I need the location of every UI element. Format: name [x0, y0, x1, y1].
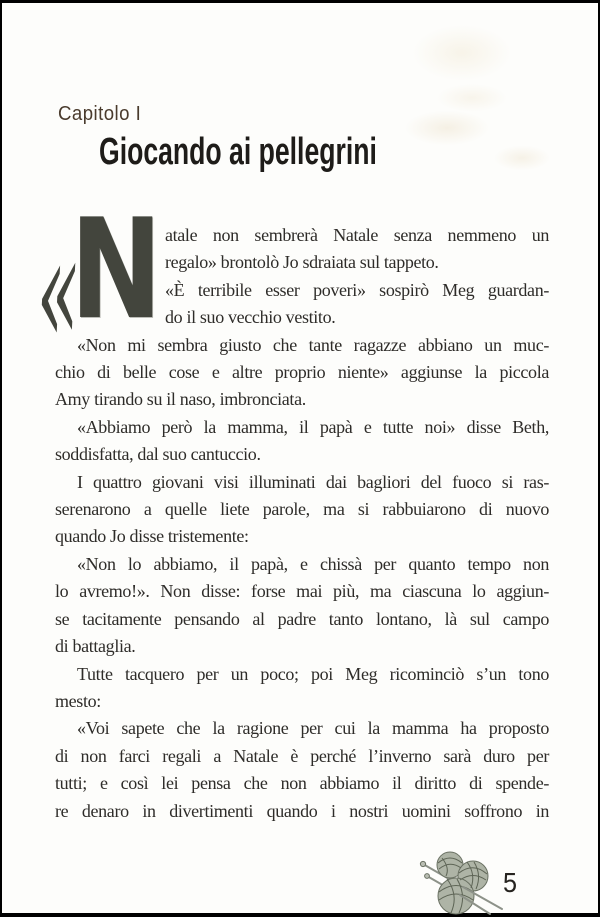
- text-line: Tutte tacquero per un poco; poi Meg ricominciò s’un tono: [55, 661, 549, 688]
- text-line: chio di belle cose e altre proprio niente» aggiunse la piccola: [55, 359, 549, 386]
- drop-cap-letter: N: [70, 201, 162, 339]
- text-line: «Non lo abbiamo, il papà, e chissà per quanto tempo non: [55, 551, 549, 578]
- needle-knob: [425, 874, 430, 879]
- text-line: Amy tirando su il naso, imbronciata.: [55, 386, 549, 413]
- text-line: «Non mi sembra giusto che tante ragazze abbiano un muc-: [55, 332, 549, 359]
- text-line: «Voi sapete che la ragione per cui la mamma ha proposto: [55, 715, 549, 742]
- text-line: tutti; e così lei pensa che non abbiamo il diritto di spende-: [55, 770, 549, 797]
- needle-knob: [420, 861, 425, 866]
- text-line: serenarono a quelle liete parole, ma si rabbuiarono di nuovo: [55, 496, 549, 523]
- text-line: «Abbiamo però la mamma, il papà e tutte noi» disse Beth,: [55, 414, 549, 441]
- text-line: do il suo vecchio vestito.: [165, 304, 549, 331]
- yarn-icon: [418, 849, 508, 922]
- text-block: [55, 222, 549, 825]
- page-number: 5: [503, 868, 517, 898]
- text-line: «È terribile esser poveri» sospirò Meg guardan-: [165, 277, 549, 304]
- chapter-title: Giocando ai pellegrini: [99, 131, 377, 173]
- open-quote-mark: «: [33, 214, 83, 369]
- chapter-label: Capitolo I: [58, 102, 141, 126]
- text-line: mesto:: [55, 688, 549, 715]
- text-line: soddisfatta, dal suo cantuccio.: [55, 441, 549, 468]
- text-line: I quattro giovani visi illuminati dai bagliori del fuoco si ras-: [55, 469, 549, 496]
- text-line: lo avremo!». Non disse: forse mai più, ma ciascuna lo aggiun-: [55, 578, 549, 605]
- text-line: atale non sembrerà Natale senza nemmeno un: [165, 222, 549, 249]
- text-line: re denaro in divertimenti quando i nostri uomini soffrono in: [55, 798, 549, 825]
- text-line: di battaglia.: [55, 633, 549, 660]
- text-line: se tacitamente pensando al padre tanto lontano, là sul campo: [55, 606, 549, 633]
- text-line: quando Jo disse tristemente:: [55, 523, 549, 550]
- text-line: di non farci regali a Natale è perché l’inverno sarà duro per: [55, 743, 549, 770]
- text-line: regalo» brontolò Jo sdraiata sul tappeto.: [165, 249, 549, 276]
